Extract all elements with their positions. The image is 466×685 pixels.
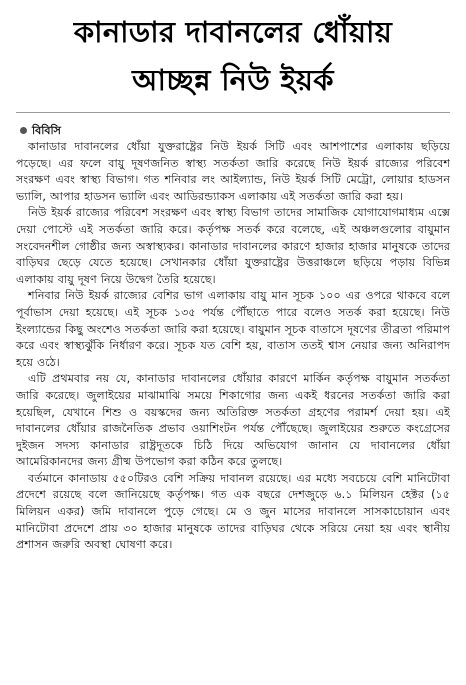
article-body: [16, 139, 450, 554]
divider-line: [16, 112, 450, 113]
headline: [16, 8, 450, 104]
headline-line-2: আচ্ছন্ন নিউ ইয়র্ক: [132, 63, 334, 97]
paragraph: বর্তমানে কানাডায় ৫৫০টিরও বেশি সক্রিয় দাবানল রয়েছে। এর মধ্যে সবচেয়ে বেশি মানিটোবা প্রদেশে রয়েছে বলে জানিয়েছে কর্তৃপক্ষ। গত এক বছরে দেশজুড়ে ৬.১ মিলিয়ন হেক্টর (১৫ মিলিয়ন একর) জমি দাবানলে পুড়ে গেছে। মে ও জুন মাসের দাবানলে সাসকাচোয়ান এবং মানিটোবা প্রদেশে প্রায় ৩০ হাজার মানুষকে তাদের বাড়িঘর থেকে সরিয়ে নেয়া হয় এবং স্থানীয় প্রশাসন জরুরি অবস্থা ঘোষণা করে।: [16, 471, 450, 552]
source-byline: [16, 123, 450, 138]
paragraph: নিউ ইয়র্ক রাজ্যের পরিবেশ সংরক্ষণ এবং স্বাস্থ্য বিভাগ তাদের সামাজিক যোগাযোগমাধ্যম এক্সে দেয়া পোস্টে এই সতর্কতা জারি করে। কর্তৃপক্ষ সতর্ক করে বলেছে, এই অঞ্চলগুলোর বায়ুমান সংবেদনশীল গোষ্ঠীর জন্য অস্বাস্থ্যকর। কানাডার দাবানলের কারণে হাজার হাজার মানুষকে তাদের বাড়িঘর ছেড়ে যেতে হয়েছে। সেখানকার ধোঁয়া যুক্তরাষ্ট্রের উত্তরাঞ্চলে ছড়িয়ে পড়ায় বিভিন্ন এলাকায় বায়ু দূষণ নিয়ে উদ্বেগ তৈরি হয়েছে।: [16, 206, 450, 286]
bullet-icon: [20, 127, 27, 134]
paragraph: এটি প্রথমবার নয় যে, কানাডার দাবানলের ধোঁয়ার কারণে মার্কিন কর্তৃপক্ষ বায়ুমান সতর্কতা জারি করেছে। জুলাইয়ের মাঝামাঝি সময়ে শিকাগোর জন্য একই ধরনের সতর্কতা জারি করা হয়েছিল, যেখানে শিশু ও বয়স্কদের জন্য অতিরিক্ত সতর্কতা গ্রহণের পরামর্শ দেয়া হয়। এই দাবানলের ধোঁয়ার রাজনৈতিক প্রভাব ওয়াশিংটন পর্যন্ত পৌঁছেছে। জুলাইয়ের শুরুতে কংগ্রেসের দুইজন সদস্য কানাডার রাষ্ট্রদূতকে চিঠি দিয়ে অভিযোগ জানান যে দাবানলের ধোঁয়া আমেরিকানদের জন্য গ্রীষ্ম উপভোগ করা কঠিন করে তুলছে।: [16, 372, 450, 469]
paragraph: শনিবার নিউ ইয়র্ক রাজ্যের বেশির ভাগ এলাকায় বায়ু মান সূচক ১০০ এর ওপরে থাকবে বলে পূর্বাভাস দেয়া হয়েছে। এই সূচক ১৩৫ পর্যন্ত পৌঁছাতে পারে বলেও সতর্ক করা হয়েছে। নিউ ইংল্যান্ডের কিছু অংশেও সতর্কতা জারি করা হয়েছে। বায়ুমান সূচক বাতাসে দূষণের তীব্রতা পরিমাপ করে এবং স্বাস্থ্যঝুঁকি নির্ধারণ করে। সূচক যত বেশি হয়, বাতাস ততই শ্বাস নেয়ার জন্য অনিরাপদ হয়ে ওঠে।: [16, 289, 450, 369]
paragraph: কানাডার দাবানলের ধোঁয়া যুক্তরাষ্ট্রের নিউ ইয়র্ক সিটি এবং আশপাশের এলাকায় ছড়িয়ে পড়েছে। এর ফলে বায়ু দূষণজনিত স্বাস্থ্য সতর্কতা জারি করেছে নিউ ইয়র্ক রাজ্যের পরিবেশ সংরক্ষণ এবং স্বাস্থ্য বিভাগ। গত শনিবার লং আইল্যান্ড, নিউ ইয়র্ক সিটি মেট্রো, লোয়ার হাডসন ভ্যালি, আপার হাডসন ভ্যালি এবং আডিরন্ড্যাকস এলাকায় এই সতর্কতা জারি করা হয়।: [16, 140, 450, 203]
source-label: বিবিসি: [32, 124, 61, 137]
headline-line-1: কানাডার দাবানলের ধোঁয়ায়: [73, 15, 393, 49]
